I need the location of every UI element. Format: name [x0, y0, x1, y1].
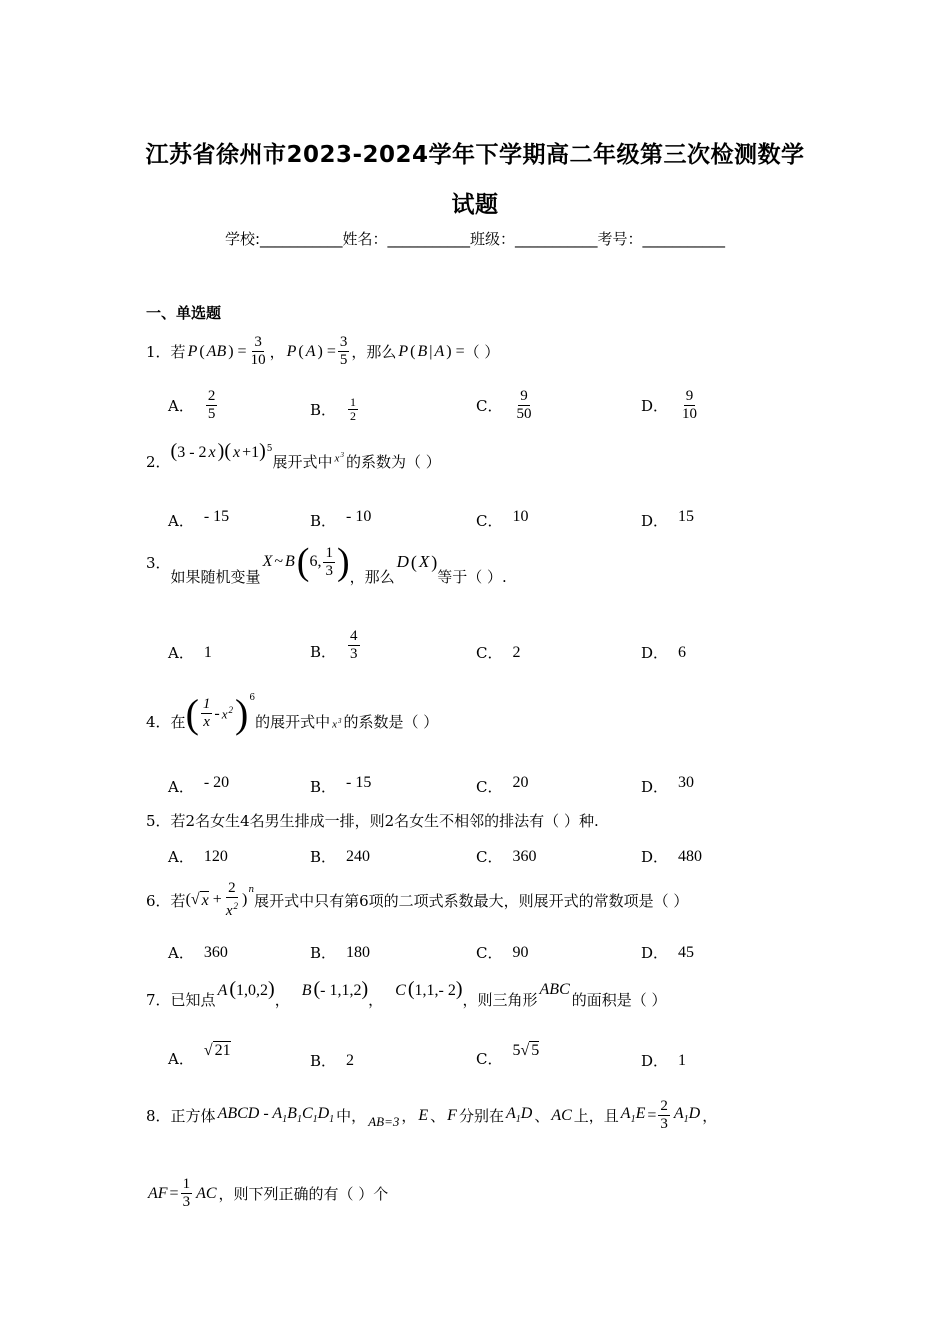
option-c[interactable]: C． 10 [476, 507, 529, 530]
option-c[interactable]: C． 2 [476, 643, 521, 662]
question-2: 2． (3 - 2 x )( x +1)$^5$ 展开式中 $x^3$ 的系数为（ ） [146, 440, 441, 471]
question-1: 1． 若 P ( AB ) = $\frac{3}{10}$ ， P ( A ) = $\frac{3}{5}$ ，那么 P ( B | A ) = （ ） [146, 334, 500, 368]
option-c[interactable]: C． 5√ 5 [476, 1041, 540, 1068]
section-title: 一、单选题 [146, 304, 222, 322]
math-expr: P [187, 342, 198, 360]
option-a[interactable]: A． 1 [168, 643, 212, 662]
option-c[interactable]: C． 360 [476, 847, 537, 866]
fraction: $\frac{3}{5}$ [339, 334, 348, 368]
question-4: 4． 在 ( $\frac{1}{x}$ - $x^2$ ) 6 的展开式中 $x^3$ 的系数是（ ） [146, 691, 439, 736]
option-d[interactable]: D． 45 [641, 943, 695, 962]
option-b[interactable]: B． 180 [310, 943, 371, 962]
question-3: 3． 如果随机变量 X ~ B ( 6, $\frac{1}{3}$ ) ，那么 D ( X ) 等于（ ）. [146, 541, 507, 586]
question-number: 7． [146, 991, 171, 1009]
fraction: $\frac{3}{10}$ [250, 334, 266, 368]
math-expr: X ~ B ( 6, $\frac{1}{3}$ ) [262, 541, 350, 583]
math-expr: (3 - 2 x )( x +1)$^5$ [170, 440, 273, 462]
option-d[interactable]: D． 30 [641, 773, 695, 796]
option-b[interactable]: B． - 10 [310, 507, 372, 530]
option-d[interactable]: D． $\frac{9}{10}$ [641, 388, 698, 422]
option-b[interactable]: B． $\frac{1}{2}$ [310, 395, 357, 423]
page-title: 江苏省徐州市2023-2024学年下学期高二年级第三次检测数学 [145, 142, 805, 168]
option-b[interactable]: B． 2 [310, 1051, 355, 1070]
option-a[interactable]: A． - 20 [168, 773, 230, 796]
math-expr: C (1,1,- 2) [395, 978, 463, 1000]
question-number: 4． [146, 713, 171, 731]
option-a[interactable]: A． $\frac{2}{5}$ [168, 388, 216, 422]
question-number: 6． [146, 891, 171, 910]
question-number: 5． [146, 812, 171, 830]
math-expr: A (1,0,2) [217, 978, 275, 1000]
option-c[interactable]: C． $\frac{9}{50}$ [476, 388, 532, 422]
question-6: 6． 若 ( √ x + $\frac{2}{x^2}$ ) n 展开式中只有第6项的二项式系数最大，则展开式的常数项是（ ） [146, 880, 689, 919]
question-number: 2． [146, 453, 171, 471]
option-a[interactable]: A． √ 21 [168, 1041, 231, 1068]
option-a[interactable]: A． - 15 [168, 507, 230, 530]
question-number: 8． [146, 1107, 171, 1125]
math-expr: ( √ x + $\frac{2}{x^2}$ ) n [185, 880, 255, 919]
question-5: 5． 若2名女生4名男生排成一排，则2名女生不相邻的排法有（ ）种. [146, 812, 599, 830]
option-a[interactable]: A． 120 [168, 847, 228, 866]
option-b[interactable]: B． - 15 [310, 773, 372, 796]
option-b[interactable]: B． $\frac{4}{3}$ [310, 628, 358, 662]
option-c[interactable]: C． 90 [476, 943, 529, 962]
option-d[interactable]: D． 6 [641, 643, 687, 662]
option-c[interactable]: C． 20 [476, 773, 529, 796]
question-number: 3． [146, 553, 171, 572]
math-expr: ( $\frac{1}{x}$ - $x^2$ ) 6 [185, 691, 256, 736]
page-title-line2: 试题 [451, 192, 499, 218]
math-expr: B (- 1,1,2) [301, 978, 369, 1000]
question-7: 7． 已知点 A (1,0,2) ， B (- 1,1,2) ， C (1,1,- 2) ，则三角形 ABC 的面积是（ ） [146, 978, 667, 1009]
question-8-line2: AF = $\frac{1}{3}$ AC ，则下列正确的有（ ）个 [148, 1176, 389, 1210]
option-b[interactable]: B． 240 [310, 847, 371, 866]
question-8: 8． 正方体 ABCD - $A_1B_1C_1D_1$ 中， AB=3 ， E 、 F 分别在 $A_1D$ 、 AC 上，且 $A_1E$ = $\frac{2}{3}$ $A_1D$ ， [146, 1098, 718, 1132]
option-d[interactable]: D． 15 [641, 507, 695, 530]
student-info-line: 学校:___________姓名：___________班级：___________考号：___________ [224, 230, 726, 248]
option-a[interactable]: A． 360 [168, 943, 228, 962]
math-expr: ABCD - $A_1B_1C_1D_1$ [217, 1105, 335, 1126]
option-d[interactable]: D． 480 [641, 847, 703, 866]
question-number: 1． [146, 343, 171, 361]
option-d[interactable]: D． 1 [641, 1051, 687, 1070]
